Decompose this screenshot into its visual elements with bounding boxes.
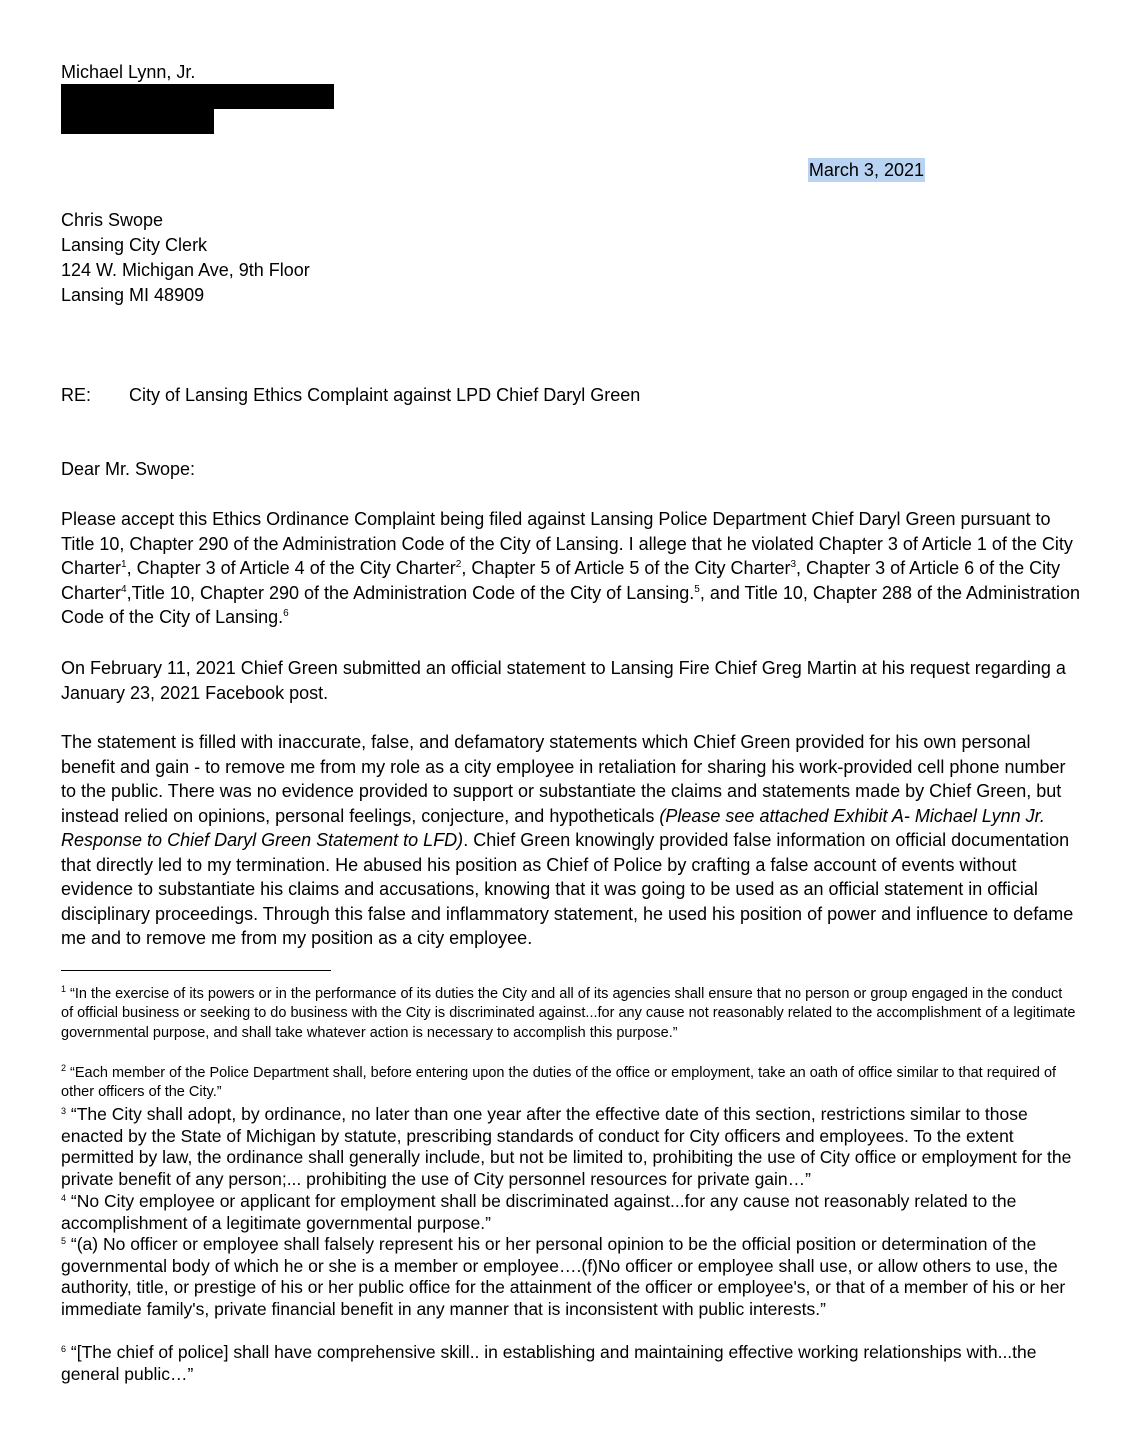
footnote-3: $^3$ “The City shall adopt, by ordinance, no later than one year after the effective date of this section, restrictions similar to those enacted by the State of Michigan by statute, prescribing standards of conduct for City officers and employees. To the extent permitted by law, the ordinance shall generally include, but not be limited to, prohibiting the use of City office or employment for the private benefit of any person;... prohibiting the use of City personnel resources for private gain…” <box>61 1104 1072 1189</box>
footnote-ref-2: 2 <box>455 559 462 570</box>
letter-date[interactable]: March 3, 2021 <box>808 160 924 180</box>
footnote-2: $^2$ “Each member of the Police Department shall, before entering upon the duties of the office or employment, take an oath of office similar to that required of other officers of the City.” <box>61 1063 1057 1101</box>
footnote-ref-1: 1 <box>121 559 127 570</box>
redacted-address-line-2 <box>61 109 214 134</box>
paragraph-2: On February 11, 2021 Chief Green submitted an official statement to Lansing Fire Chief Greg Martin at his request regarding a January 23, 2021 Facebook post. <box>61 658 1066 703</box>
footnote-1: $^1$ “In the exercise of its powers or in the performance of its duties the City and all of its agencies shall ensure that no person or group engaged in the conduct of official business or seeking to do business with the City is discriminated against...for any cause not reasonably related to the accomplishment of a legitimate governmental purpose, and shall take whatever action is necessary to accomplish this purpose.” <box>61 984 1076 1041</box>
recipient-name: Chris Swope <box>61 210 164 230</box>
footnote-ref-5: 5 <box>694 583 700 595</box>
footnote-5: $^5$ “(a) No officer or employee shall falsely represent his or her personal opinion to be the official position or determination of the governmental body of which he or she is a member or employee….(f)No officer or employee shall use, or allow others to use, the authority, title, or prestige of his or her public office for the attainment of the officer or employee's, or that of a member of his or her immediate family's, private financial benefit in any manner that is inconsistent with public interests.” <box>61 1234 1066 1319</box>
exhibit-reference: (Please see attached Exhibit A- Michael Lynn Jr. Response to Chief Daryl Green Statement to LFD) <box>61 805 1045 850</box>
footnote-4: $^4$ “No City employee or applicant for employment shall be discriminated against...for any cause not reasonably related to the accomplishment of a legitimate governmental purpose.” <box>61 1191 1017 1233</box>
salutation: Dear Mr. Swope: <box>61 459 196 479</box>
recipient-street: 124 W. Michigan Ave, 9th Floor <box>61 260 310 280</box>
footnote-separator <box>61 970 331 971</box>
paragraph-1: Please accept this Ethics Ordinance Complaint being filed against Lansing Police Department Chief Daryl Green pursuant to Title 10, Chapter 290 of the Administration Code of the City of Lansing. I allege that he violated Chapter 3 of Article 1 of the City Charter$^1$, Chapter 3 of Article 4 of the City Charter$^2$, Chapter 5 of Article 5 of the City Charter$^3$, Chapter 3 of Article 6 of the City Charter$^4$,Title 10, Chapter 290 of the Administration Code of the City of Lansing.$^5$, and Title 10, Chapter 288 of the Administration Code of the City of Lansing.$^6$ <box>61 509 1081 627</box>
sender-name: Michael Lynn, Jr. <box>61 62 196 82</box>
footnote-ref-4: 4 <box>121 583 127 595</box>
redacted-address-line-1 <box>61 84 334 109</box>
re-subject: City of Lansing Ethics Complaint against LPD Chief Daryl Green <box>129 385 641 405</box>
footnote-ref-6: 6 <box>283 608 289 619</box>
recipient-city: Lansing MI 48909 <box>61 285 205 305</box>
footnote-6: $^6$ “[The chief of police] shall have comprehensive skill.. in establishing and maintaining effective working relationships with...the general public…” <box>61 1342 1037 1384</box>
re-label: RE: <box>61 385 92 405</box>
recipient-title: Lansing City Clerk <box>61 235 208 255</box>
footnote-ref-3: 3 <box>790 559 797 570</box>
paragraph-3: The statement is filled with inaccurate, false, and defamatory statements which Chief Green provided for his own personal benefit and gain - to remove me from my role as a city employee in retaliation for sharing his work-provided cell phone number to the public. There was no evidence provided to support or substantiate the claims and statements made by Chief Green, but instead relied on opinions, personal feelings, conjecture, and hypotheticals (Please see attached Exhibit A- Michael Lynn Jr. Response to Chief Daryl Green Statement to LFD). Chief Green knowingly provided false information on official documentation that directly led to my termination. He abused his position as Chief of Police by crafting a false account of events without evidence to substantiate his claims and accusations, knowing that it was going to be used as an official statement in official disciplinary proceedings. Through this false and inflammatory statement, he used his position of power and influence to defame me and to remove me from my position as a city employee. <box>61 732 1074 948</box>
